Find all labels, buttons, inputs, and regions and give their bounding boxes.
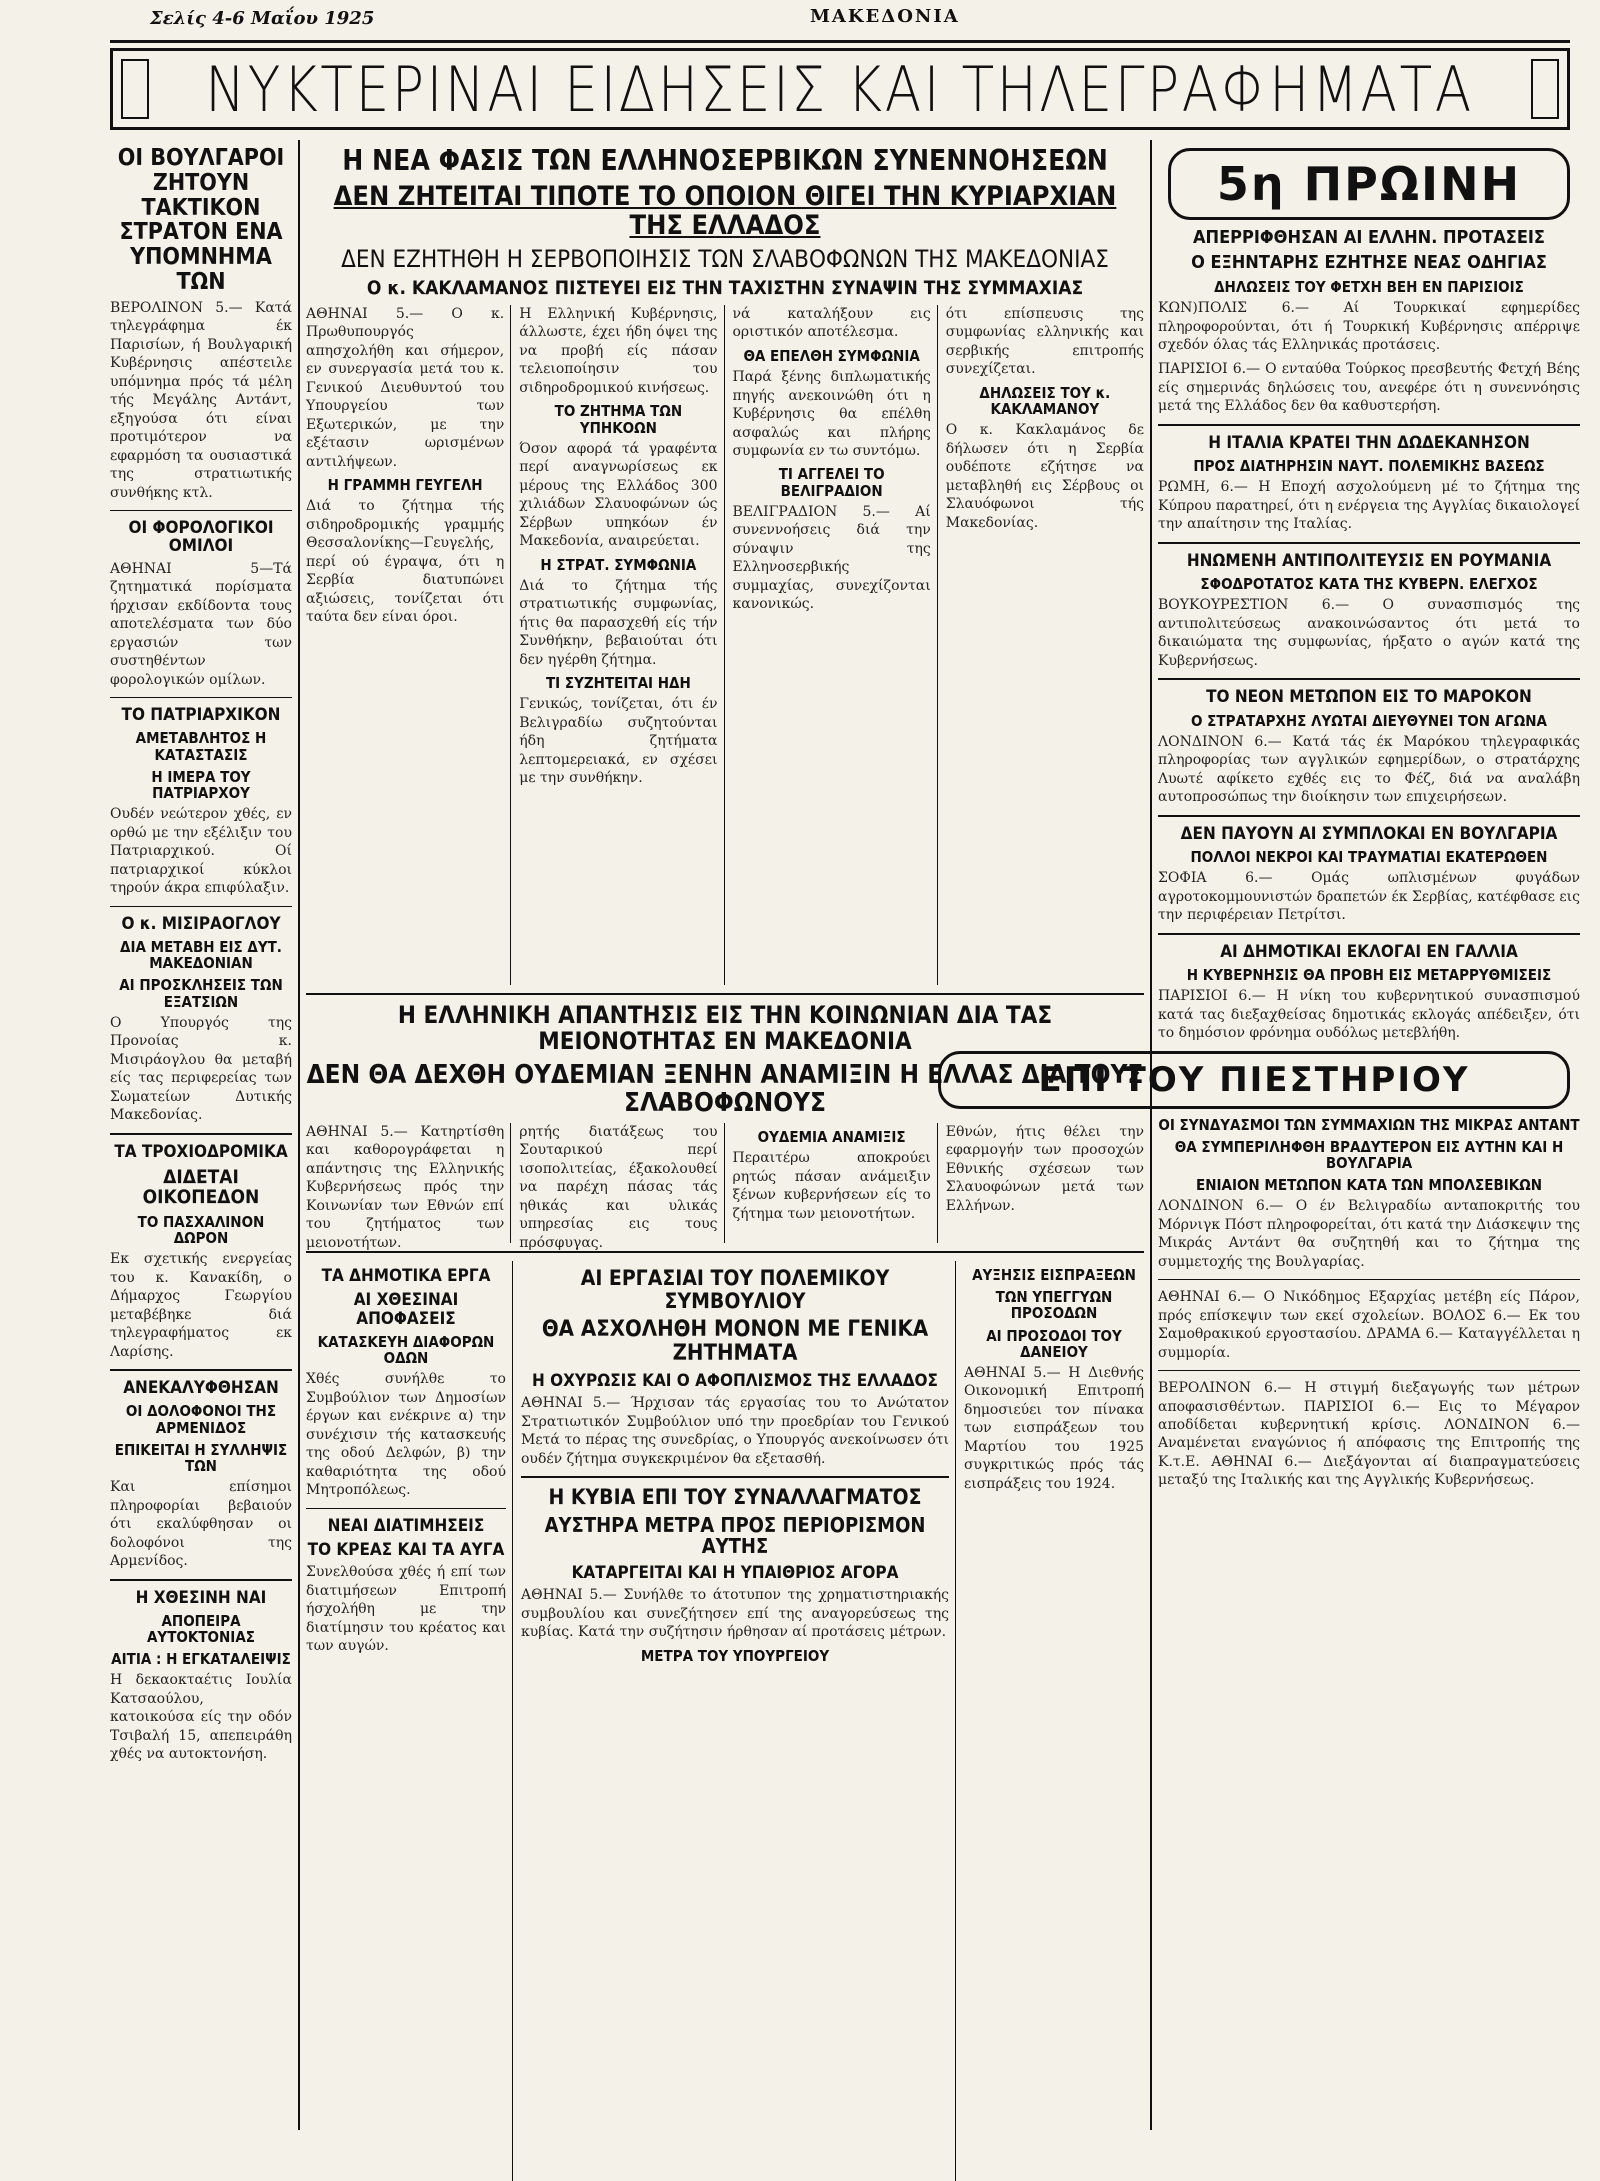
press-box-label: ΕΠΙ ΤΟΥ ΠΙΕΣΤΗΡΙΟΥ <box>1038 1059 1470 1100</box>
headline: ΝΕΑΙ ΔΙΑΤΙΜΗΣΕΙΣ <box>327 1515 485 1536</box>
divider <box>1158 933 1580 935</box>
press-box <box>938 1051 1570 1109</box>
article-text: Όσον αφορά τά γραφέντα περί αναγνωρίσεως εκ μέρους της Ελλάδος 300 χιλιάδων Σλαυοφώνων ώς Σέρβων υπηκόων έν Μακεδονία, αναιρεύεται. <box>519 440 718 550</box>
article-text: ΑΘΗΝΑΙ 5.— Συνήλθε το άτοτυπον της χρηματιστηριακής συμβουλίου και συνεζήτησεν επί της αναγορεύσεως της κυβίας. Κατά την συζήτησιν ήρθησαν αί προτάσεις μέτρων. <box>521 1587 949 1641</box>
lower-columns <box>306 1261 1144 2181</box>
article-text: Διά το ζήτημα τής στρατιωτικής συμφωνίας, ήτις θα παρασχεθή είς τήν Συνθήκην, βεβαιούται ότι δεν ηγέρθη ζήτημα. <box>519 577 718 668</box>
subheadline: ΤΟ ΖΗΤΗΜΑ ΤΩΝ ΥΠΗΚΟΩΝ <box>554 402 683 437</box>
main-headline: ΔΕΝ ΘΑ ΔΕΧΘΗ ΟΥΔΕΜΙΑΝ ΞΕΝΗΝ ΑΝΑΜΙΞΙΝ Η ΕΛΛΑΣ ΔΙΑ ΤΟΥΣ ΣΛΑΒΟΦΩΝΟΥΣ <box>306 1059 1144 1118</box>
article-text: ΚΩΝ)ΠΟΛΙΣ 6.— Αί Τουρκικαί εφημερίδες πληροφορούνται, ότι ή Τουρκική Κυβέρνησις απέρριψε σχεδόν όλας τάς Ελληνικάς προτάσεις. <box>1158 300 1580 353</box>
edition-box <box>1168 148 1570 220</box>
subheadline: ΑΙ ΠΡΟΣΚΛΗΣΕΙΣ ΤΩΝ ΕΞΑΤΣΙΩΝ <box>119 976 283 1011</box>
divider <box>110 1579 292 1581</box>
left-column <box>110 140 292 2130</box>
column-rule <box>1150 140 1152 2130</box>
article-text: ΠΑΡΙΣΙΟΙ 6.— Ο ενταύθα Τούρκος πρεσβευτής Φετχή Βέης είς σημερινάς δηλώσεις του, ανεφέρε ότι η συνεννόησις μετά της Ελλάδος δεν θα καθυστερήση. <box>1158 361 1580 415</box>
subheadline: ΑΙ ΠΡΟΣΟΔΟΙ ΤΟΥ ΔΑΝΕΙΟΥ <box>986 1326 1122 1361</box>
text-column <box>733 1123 938 1243</box>
subheadline: ΘΑ ΕΠΕΛΘΗ ΣΥΜΦΩΝΙΑ <box>743 346 920 365</box>
section-banner-title: ΝΥΚΤΕΡΙΝΑΙ ΕΙΔΗΣΕΙΣ ΚΑΙ ΤΗΛΕΓΡΑΦΗΜΑΤΑ <box>205 52 1475 126</box>
article-text: ΒΕΡΟΛΙΝΟΝ 5.— Κατά τηλεγράφημα έκ Παρισίων, ή Βουλγαρική Κυβέρνησις απέστειλε υπόμνημα πρός τά μέλη τής Μεγάλης Αντάντ, εξηγούσα ότι είναι προτιμότερον να εφαρμόση τα ουσιαστικά της στρατιωτικής συνθήκης κτλ. <box>110 299 292 501</box>
subheadline: ΑΙ ΧΘΕΣΙΝΑΙ ΑΠΟΦΑΣΕΙΣ <box>353 1290 459 1329</box>
headline: Ο κ. ΜΙΣΙΡΑΟΓΛΟΥ <box>121 913 281 934</box>
article-text: ότι επίσπευσις της συμφωνίας ελληνικής και σερβικής επιτροπής συνεχίζεται. <box>945 305 1144 378</box>
article-text: ΛΟΝΔΙΝΟΝ 6.— Κατά τάς έκ Μαρόκου τηλεγραφικάς πληροφορίας των αγγλικών εφημερίδων, ο στρατάρχης Λυωτέ αφίκετο εχθές εις το Φέζ, διά να αναλάβη αυτοπροσώπως την διοίκησιν των επιχειρήσεων. <box>1158 733 1580 806</box>
subheadline: Η ΟΧΥΡΩΣΙΣ ΚΑΙ Ο ΑΦΟΠΛΙΣΜΟΣ ΤΗΣ ΕΛΛΑΔΟΣ <box>532 1370 938 1391</box>
text-column <box>306 305 511 985</box>
article-text: Γενικώς, τονίζεται, ότι έν Βελιγραδίω συζητούνται ήδη ζητήματα λεπτομερειακά, εν σχέσει με την συνθήκην. <box>519 696 718 787</box>
article-text: ΑΘΗΝΑΙ 5.— Η Διεθνής Οικονομική Επιτροπή δημοσιεύει τον πίνακα των εισπράξεων του Μαρτίου του 1925 συγκριτικώς πρός τάς εισπράξεις του 1924. <box>964 1364 1144 1492</box>
text-column <box>521 1261 956 2181</box>
subheadline: ΔΙΔΕΤΑΙ ΟΙΚΟΠΕΔΟΝ <box>142 1165 260 1209</box>
subheadline: ΤΙ ΣΥΖΗΤΕΙΤΑΙ ΗΔΗ <box>545 674 691 693</box>
article-text: ΡΩΜΗ, 6.— Η Εποχή ασχολούμενη μέ το ζήτημα της Κύπρου παρατηρεί, ότι η ενέργεια της Αγγλίας δικαιολογεί την απαίτησιν της Ιταλίας. <box>1158 479 1580 533</box>
article-text: Συνελθούσα χθές ή επί των διατιμήσεων Επιτροπή ήσχολήθη με την διατίμησιν του κρέατος και των αυγών. <box>306 1564 506 1655</box>
edition-label: 5η ΠΡΩΙΝΗ <box>1216 157 1522 211</box>
subheadline: ΜΕΤΡΑ ΤΟΥ ΥΠΟΥΡΓΕΙΟΥ <box>640 1646 830 1665</box>
divider <box>110 1133 292 1135</box>
article-text: Εθνών, ήτις θέλει την εφαρμογήν των προσοχών Εθνικής σχέσεων των Σλαυοφώνων μετά των Ελλήνων. <box>945 1123 1144 1214</box>
headline: ΤΟ ΝΕΟΝ ΜΕΤΩΠΟΝ ΕΙΣ ΤΟ ΜΑΡΟΚΟΝ <box>1206 687 1532 708</box>
headline: ΟΙ ΦΟΡΟΛΟΓΙΚΟΙ ΟΜΙΛΟΙ <box>128 518 274 557</box>
divider <box>110 697 292 698</box>
divider <box>521 1476 949 1478</box>
article-text: ρητής διατάξεως του Σουταρικού περί ισοπολιτείας, έξακολουθεί να παρέχη πάσας τάς ηθικάς και υλικάς υπηρεσίας εις τους πρόσφυγας. <box>519 1123 718 1251</box>
subheadline: Ο ΣΤΡΑΤΑΡΧΗΣ ΛΥΩΤΑΙ ΔΙΕΥΘΥΝΕΙ ΤΟΝ ΑΓΩΝΑ <box>1191 711 1547 730</box>
headline: Η ΧΘΕΣΙΝΗ ΝΑΙ <box>135 1587 267 1608</box>
text-column <box>519 305 724 985</box>
article-text: ΒΕΛΙΓΡΑΔΙΟΝ 5.— Αί συνεννοήσεις διά την σύναψιν της Ελληνοσερβικής συμμαχίας, συνεχίζονται κανονικώς. <box>732 503 931 613</box>
subheadline: ΤΟ ΚΡΕΑΣ ΚΑΙ ΤΑ ΑΥΓΑ <box>307 1540 505 1561</box>
article-text: Ο Υπουργός της Προνοίας κ. Μισιράογλου θα μεταβή είς τας περιφερείας των Σωματείων Δυτικής Μακεδονίας. <box>110 1014 292 1124</box>
text-column <box>519 1123 724 1251</box>
headline: ΟΙ ΣΥΝΔΥΑΣΜΟΙ ΤΩΝ ΣΥΜΜΑΧΙΩΝ ΤΗΣ ΜΙΚΡΑΣ ΑΝΤΑΝΤ <box>1158 1115 1580 1134</box>
headline: ΔΕΝ ΠΑΥΟΥΝ ΑΙ ΣΥΜΠΛΟΚΑΙ ΕΝ ΒΟΥΛΓΑΡΙΑ <box>1180 823 1558 844</box>
subheadline: ΚΑΤΑΡΓΕΙΤΑΙ ΚΑΙ Η ΥΠΑΙΘΡΙΟΣ ΑΓΟΡΑ <box>571 1562 899 1583</box>
article-text: Και επίσημοι πληροφορίαι βεβαιούν ότι εκαλύφθησαν οι δολοφόνοι της Αρμενίδος. <box>110 1479 292 1570</box>
text-column <box>946 1123 1144 1243</box>
headline: Η ΙΤΑΛΙΑ ΚΡΑΤΕΙ ΤΗΝ ΔΩΔΕΚΑΝΗΣΟΝ <box>1208 432 1530 453</box>
article-text: ΒΟΥΚΟΥΡΕΣΤΙΟΝ 6.— Ο συνασπισμός της αντιπολιτεύσεως ανακοινώσαντος ότι μετά το δικαιώματα της συμφωνίας, ήρξατο ο αγών κατά της Κυβερνήσεως. <box>1158 597 1580 669</box>
text-column <box>733 305 938 985</box>
article-text: νά καταλήξουν εις οριστικόν αποτέλεσμα. <box>732 305 931 341</box>
divider <box>306 993 1144 995</box>
subheadline: ΚΑΤΑΣΚΕΥΗ ΔΙΑΦΟΡΩΝ ΟΔΩΝ <box>317 1333 495 1368</box>
subheadline: ΣΦΟΔΡΟΤΑΤΟΣ ΚΑΤΑ ΤΗΣ ΚΥΒΕΡΝ. ΕΛΕΓΧΟΣ <box>1200 575 1538 594</box>
masthead-rule <box>110 40 1570 43</box>
article-text: ΑΘΗΝΑΙ 5—Τά ζητηματικά πορίσματα ήρχισαν εκδίδοντα τους αποτελέσματα των δύο εργασιών των συστηθέντων φορολογικών ομίλων. <box>110 560 292 688</box>
subheadline: ΤΙ ΑΓΓΕΛΕΙ ΤΟ ΒΕΛΙΓΡΑΔΙΟΝ <box>778 465 885 500</box>
headline: ΟΙ ΒΟΥΛΓΑΡΟΙ ΖΗΤΟΥΝ ΤΑΚΤΙΚΟΝ ΣΤΡΑΤΟΝ ΕΝΑ ΥΠΟΜΝΗΜΑ ΤΩΝ <box>117 145 285 296</box>
masthead-line <box>110 4 1580 34</box>
article-text: Διά το ζήτημα τής σιδηροδρομικής γραμμής Θεσσαλονίκης—Γευγελής, περί ού έγραψα, ότι η Σερβία διατυπώνει αξιώσεις, τονίζεται ότι ταύτα δεν είναι όροι. <box>306 498 505 626</box>
text-column <box>306 1123 511 1251</box>
headline: ΑΙ ΔΗΜΟΤΙΚΑΙ ΕΚΛΟΓΑΙ ΕΝ ΓΑΛΛΙΑ <box>1220 941 1518 962</box>
issue-date: Σελίς 4-6 Μαΐου 1925 <box>150 8 375 29</box>
text-column <box>964 1261 1144 2181</box>
divider <box>110 510 292 511</box>
subheadline: ΔΙΑ ΜΕΤΑΒΗ ΕΙΣ ΔΥΤ. ΜΑΚΕΔΟΝΙΑΝ <box>120 937 282 973</box>
subheadline: Η ΙΜΕΡΑ ΤΟΥ ΠΑΤΡΙΑΡΧΟΥ <box>151 767 251 803</box>
subheadline: Η ΚΥΒΕΡΝΗΣΙΣ ΘΑ ΠΡΟΒΗ ΕΙΣ ΜΕΤΑΡΡΥΘΜΙΣΕΙΣ <box>1186 965 1552 984</box>
headline: ΑΠΕΡΡΙΦΘΗΣΑΝ ΑΙ ΕΛΛΗΝ. ΠΡΟΤΑΣΕΙΣ <box>1193 227 1545 248</box>
subheadline: ΘΑ ΣΥΜΠΕΡΙΛΗΦΘΗ ΒΡΑΔΥΤΕΡΟΝ ΕΙΣ ΑΥΤΗΝ ΚΑΙ Η ΒΟΥΛΓΑΡΙΑ <box>1174 1137 1564 1172</box>
subheadline: ΤΩΝ ΥΠΕΓΓΥΩΝ ΠΡΟΣΟΔΩΝ <box>995 1288 1113 1323</box>
section-banner <box>110 48 1570 130</box>
subheadline: ΔΕΝ ΕΖΗΤΗΘΗ Η ΣΕΡΒΟΠΟΙΗΣΙΣ ΤΩΝ ΣΛΑΒΟΦΩΝΩΝ ΤΗΣ ΜΑΚΕΔΟΝΙΑΣ <box>341 244 1109 273</box>
subheadline: Η ΓΡΑΜΜΗ ΓΕΥΓΕΛΗ <box>327 476 483 495</box>
article-text: Ο κ. Κακλαμάνος δε δήλωσεν ότι η Σερβία ουδέποτε εζήτησε να μεταβληθή εις Σέρβους οι Σλαυόφωνοι τής Μακεδονίας. <box>945 422 1144 531</box>
headline: ΤΟ ΠΑΤΡΙΑΡΧΙΚΟΝ <box>121 705 281 726</box>
divider <box>110 906 292 907</box>
subheadline: ΑΜΕΤΑΒΛΗΤΟΣ Η ΚΑΤΑΣΤΑΣΙΣ <box>135 729 267 764</box>
text-column <box>306 1261 513 2181</box>
main-headline: ΔΕΝ ΖΗΤΕΙΤΑΙ ΤΙΠΟΤΕ ΤΟ ΟΠΟΙΟΝ ΘΙΓΕΙ ΤΗΝ ΚΥΡΙΑΡΧΙΑΝ ΤΗΣ ΕΛΛΑΔΟΣ <box>333 181 1117 242</box>
headline: ΑΥΞΗΣΙΣ ΕΙΣΠΡΑΞΕΩΝ <box>972 1265 1136 1284</box>
column-rule <box>298 140 300 2130</box>
divider <box>1158 815 1580 817</box>
article-text: ΒΕΡΟΛΙΝΟΝ 6.— Η στιγμή διεξαγωγής των μέτρων αποφασισθέντων. ΠΑΡΙΣΙΟΙ 6.— Εις το Μέγαρον αποδίδεται κυβερνητική κρίσις. ΛΟΝΔΙΝΟΝ 6.— Αναμένεται εναγώνιος ή απόφασις της Επιτροπής της Κ.τ.Ε. ΑΘΗΝΑΙ 6.— Διεξάγονται αί διαπραγματεύσεις μεταξύ της Ιταλικής και της Αγγλικής Κυβερνήσεως. <box>1158 1380 1580 1489</box>
subheadline: ΕΝΙΑΙΟΝ ΜΕΤΩΠΟΝ ΚΑΤΑ ΤΩΝ ΜΠΟΛΣΕΒΙΚΩΝ <box>1195 1176 1543 1195</box>
subheadline: Ο κ. ΚΑΚΛΑΜΑΝΟΣ ΠΙΣΤΕΥΕΙ ΕΙΣ ΤΗΝ ΤΑΧΙΣΤΗΝ ΣΥΝΑΨΙΝ ΤΗΣ ΣΥΜΜΑΧΙΑΣ <box>366 277 1084 300</box>
article-text: ΣΟΦΙΑ 6.— Ομάς ωπλισμένων φυγάδων αγροτοκομμουνιστών δραπετών έκ Σερβίας, κατέφθασε εις την περιφέρειαν Πετρίτσι. <box>1158 870 1580 924</box>
article-text: ΠΑΡΙΣΙΟΙ 6.— Η νίκη του κυβερνητικού συνασπισμού κατά τας διεξαχθείσας δημοτικάς εκλογάς απέδειξεν, ότι το δημόσιον φρόνημα ουδόλως μετεβλήθη. <box>1158 988 1580 1042</box>
subheadline: ΤΟ ΠΑΣΧΑΛΙΝΟΝ ΔΩΡΟΝ <box>137 1212 265 1248</box>
article-text: ΑΘΗΝΑΙ 6.— Ο Νικόδημος Εξαρχίας μετέβη είς Πάρον, πρός επίσκεψιν των εκεί σχολείων. ΒΟΛΟΣ 6.— Εκ του Σαμοθρακικού εργοστασίου. ΔΡΑΜΑ 6.— Καταγγέλλεται η συμμορία. <box>1158 1289 1580 1361</box>
headline: ΑΙ ΕΡΓΑΣΙΑΙ ΤΟΥ ΠΟΛΕΜΙΚΟΥ ΣΥΜΒΟΥΛΙΟΥ <box>580 1265 890 1313</box>
article-text: Εκ σχετικής ενεργείας του κ. Κανακίδη, ο Δήμαρχος Γεωργίου μεταβέβηκε διά τηλεγραφήματος εκ Λαρίσης. <box>110 1251 292 1360</box>
main-headline: Η ΕΛΛΗΝΙΚΗ ΑΠΑΝΤΗΣΙΣ ΕΙΣ ΤΗΝ ΚΟΙΝΩΝΙΑΝ ΔΙΑ ΤΑΣ ΜΕΙΟΝΟΤΗΤΑΣ ΕΝ ΜΑΚΕΔΟΝΙΑ <box>397 1000 1053 1055</box>
headline: ΑΥΣΤΗΡΑ ΜΕΤΡΑ ΠΡΟΣ ΠΕΡΙΟΡΙΣΜΟΝ ΑΥΤΗΣ <box>544 1512 926 1559</box>
divider <box>1158 1370 1580 1371</box>
subheadline: ΕΠΙΚΕΙΤΑΙ Η ΣΥΛΛΗΨΙΣ ΤΩΝ <box>114 1440 288 1475</box>
subheadline: ΔΗΛΩΣΕΙΣ ΤΟΥ ΦΕΤΧΗ ΒΕΗ ΕΝ ΠΑΡΙΣΙΟΙΣ <box>1214 277 1524 296</box>
text-column <box>946 305 1144 985</box>
divider <box>1158 424 1580 426</box>
article-text: ΑΘΗΝΑΙ 5.— Ο κ. Πρωθυπουργός απησχολήθη και σήμερον, εν συνεργασία μετά του κ. Γενικού Διευθυντού του Υπουργείου των Εξωτερικών, με την εξέτασιν ωρισμένων αντιλήψεων. <box>306 305 505 470</box>
headline: ΗΝΩΜΕΝΗ ΑΝΤΙΠΟΛΙΤΕΥΣΙΣ ΕΝ ΡΟΥΜΑΝΙΑ <box>1186 550 1552 571</box>
article-text: Η Ελληνική Κυβέρνησις, άλλωστε, έχει ήδη όψει της να προβή είς πάσαν τελειοποίησιν του σιδηροδρομικού κινήσεως. <box>519 305 718 396</box>
headline: ΤΑ ΔΗΜΟΤΙΚΑ ΕΡΓΑ <box>321 1265 491 1286</box>
article-text: Χθές συνήλθε το Συμβούλιον των Δημοσίων έργων και ενέκρινε α) την συνέχισιν τής κατασκευής της οδού Δελφών, β) την καθαριότητα της οδού Μητροπόλεως. <box>306 1371 506 1499</box>
subheadline: ΔΗΛΩΣΕΙΣ ΤΟΥ κ. ΚΑΚΛΑΜΑΝΟΥ <box>979 383 1111 419</box>
article-text: Περαιτέρω αποκρούει ρητώς πάσαν ανάμειξιν ξένων κυβερνήσεων είς το ζήτημα των μειονοτήτων. <box>732 1150 931 1222</box>
divider <box>1158 678 1580 680</box>
headline: ΘΑ ΑΣΧΟΛΗΘΗ ΜΟΝΟΝ ΜΕ ΓΕΝΙΚΑ ΖΗΤΗΜΑΤΑ <box>541 1317 929 1367</box>
headline: Ο ΕΞΗΝΤΑΡΗΣ ΕΖΗΤΗΣΕ ΝΕΑΣ ΟΔΗΓΙΑΣ <box>1191 252 1547 274</box>
article-text: ΑΘΗΝΑΙ 5.— Κατηρτίσθη και καθορογράφεται η απάντησις της Ελληνικής Κυβερνήσεως πρός την Κοινωνίαν των Εθνών επί του ζητήματος των μειονοτήτων. <box>306 1123 505 1251</box>
subheadline: Η ΣΤΡΑΤ. ΣΥΜΦΩΝΙΑ <box>540 555 697 574</box>
headline: Η ΚΥΒΙΑ ΕΠΙ ΤΟΥ ΣΥΝΑΛΛΑΓΜΑΤΟΣ <box>548 1485 922 1510</box>
subheadline: ΟΙ ΔΟΛΟΦΟΝΟΙ ΤΗΣ ΑΡΜΕΝΙΔΟΣ <box>125 1402 277 1437</box>
article-columns <box>306 305 1144 985</box>
subheadline: ΑΠΟΠΕΙΡΑ ΑΥΤΟΚΤΟΝΙΑΣ <box>146 1611 255 1647</box>
subheadline: ΠΡΟΣ ΔΙΑΤΗΡΗΣΙΝ ΝΑΥΤ. ΠΟΛΕΜΙΚΗΣ ΒΑΣΕΩΣ <box>1193 457 1545 476</box>
main-headline: Η ΝΕΑ ΦΑΣΙΣ ΤΩΝ ΕΛΛΗΝΟΣΕΡΒΙΚΩΝ ΣΥΝΕΝΝΟΗΣΕΩΝ <box>342 144 1108 177</box>
article-text: Η δεκαοκταέτις Ιουλία Κατσαούλου, κατοικούσα είς την οδόν Τσιβαλή 15, απεπειράθη χθές να αυτοκτονήση. <box>110 1672 292 1763</box>
divider <box>1158 1279 1580 1280</box>
divider <box>110 1369 292 1371</box>
article-text: Ουδέν νεώτερον χθές, εν ορθώ με την εξέλιξιν του Πατριαρχικού. Οί πατριαρχικοί κύκλοι τηρούν άκρα επιφύλαξιν. <box>110 806 292 897</box>
subheadline: ΟΥΔΕΜΙΑ ΑΝΑΜΙΞΙΣ <box>757 1127 906 1146</box>
center-section <box>306 140 1144 2130</box>
article-text: Παρά ξένης διπλωματικής πηγής ανεκοινώθη ότι η Κυβέρνησις θα επέλθη ασφαλώς και πλήρης συμφωνία εν τω συντόμω. <box>732 369 931 459</box>
divider <box>1158 542 1580 544</box>
subheadline: ΠΟΛΛΟΙ ΝΕΚΡΟΙ ΚΑΙ ΤΡΑΥΜΑΤΙΑΙ ΕΚΑΤΕΡΩΘΕΝ <box>1190 848 1548 867</box>
subheadline: ΑΙΤΙΑ : Η ΕΓΚΑΤΑΛΕΙΨΙΣ <box>111 1650 291 1669</box>
headline: ΑΝΕΚΑΛΥΦΘΗΣΑΝ <box>123 1378 279 1399</box>
article-text: ΑΘΗΝΑΙ 5.— Ήρχισαν τάς εργασίας του το Ανώτατον Στρατιωτικόν Συμβούλιον υπό την προεδρίαν του Γενικού Μετά το πέρας της συνεδρίας, ο Υπουργός ανεκοίνωσεν ότι ουδέν ζήτημα συγκεκριμένον θα εξετασθή. <box>521 1395 949 1467</box>
divider <box>306 1508 506 1509</box>
article-text: ΛΟΝΔΙΝΟΝ 6.— Ο έν Βελιγραδίω ανταποκριτής του Μόρνιγκ Πόστ πληροφορείται, ότι κατά την Διάσκεψιν της Μικράς Αντάντ θα συζητηθή και το ζήτημα της συμμετοχής της Βουλγαρίας. <box>1158 1198 1580 1270</box>
newspaper-name: ΜΑΚΕΔΟΝΙΑ <box>810 6 960 27</box>
article-columns <box>306 1123 1144 1251</box>
headline: ΤΑ ΤΡΟΧΙΟΔΡΟΜΙΚΑ <box>114 1141 288 1162</box>
